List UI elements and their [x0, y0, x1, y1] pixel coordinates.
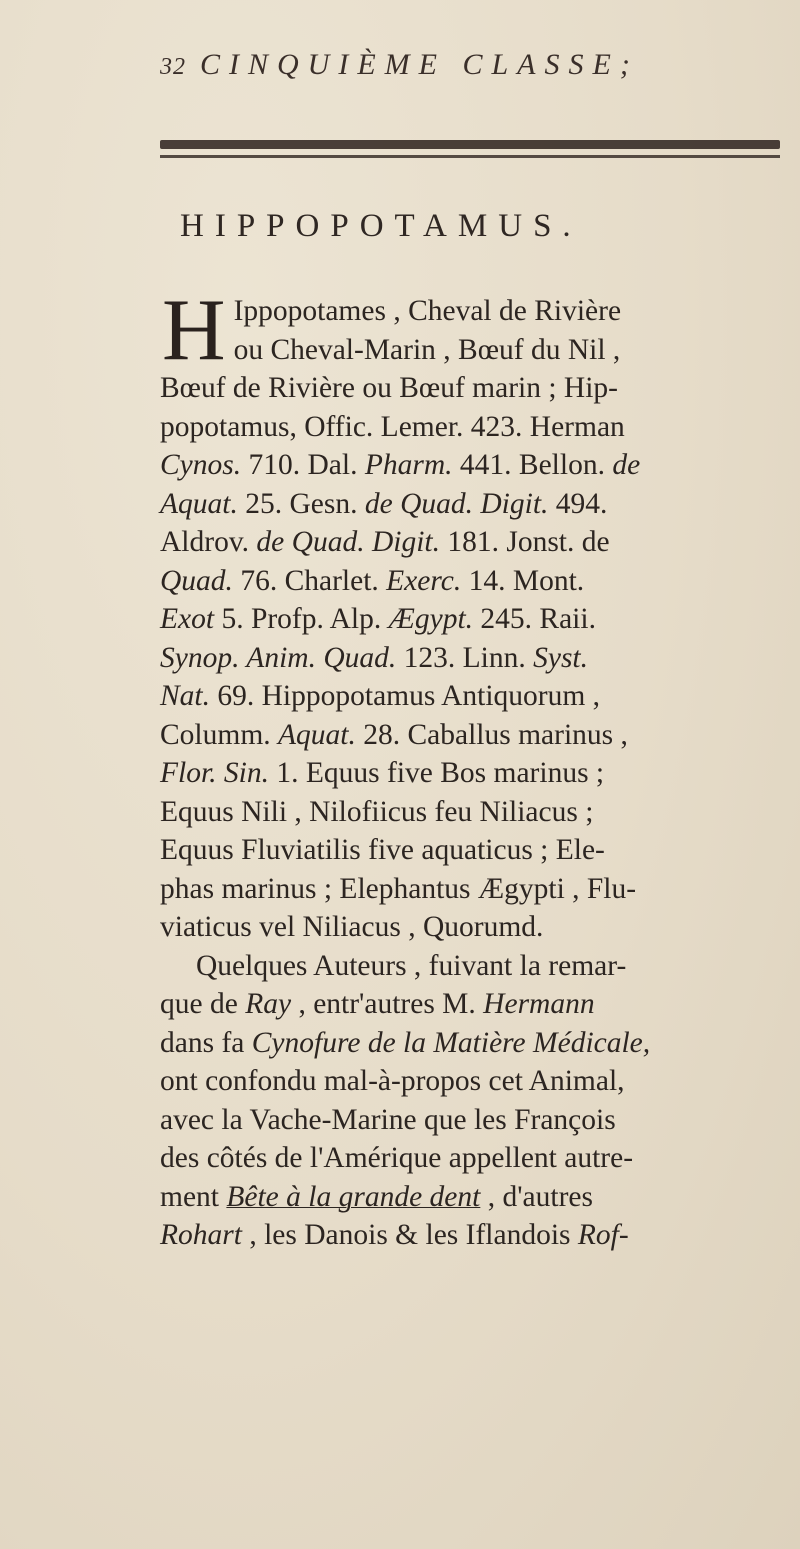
text-line: viaticus vel Niliacus , Quorumd.	[160, 911, 544, 943]
text-line	[160, 562, 800, 601]
text-run: , les Danois & les Iflandois	[241, 1219, 578, 1251]
text-line: Equus Fluviatilis five aquaticus ; Ele-	[160, 834, 605, 866]
text-run: 76. Charlet.	[232, 564, 387, 597]
citation-italic: Quad.	[160, 564, 233, 597]
text-line: avec la Vache-Marine que les François	[160, 1103, 616, 1136]
text-line	[160, 446, 800, 485]
citation-italic: Ægypt.	[388, 603, 474, 635]
text-line: ou Cheval-Marin , Bœuf du Nil ,	[233, 333, 621, 366]
ornamental-rule-thin	[160, 155, 780, 158]
citation-italic: Aquat.	[160, 487, 238, 520]
text-line	[160, 523, 800, 562]
ornamental-rule-thick	[160, 140, 780, 149]
text-run: ment	[160, 1180, 227, 1213]
text-line	[160, 639, 800, 678]
text-run: Aldrov.	[160, 526, 257, 558]
vernacular-name: Bête à la grande dent	[226, 1180, 481, 1213]
text-line: ont confondu mal-à-propos cet Animal,	[160, 1065, 625, 1097]
text-line: phas marinus ; Elephantus Ægypti , Flu-	[160, 872, 637, 905]
text-line: popotamus, Offic. Lemer. 423. Herman	[160, 410, 625, 443]
citation-italic: Aquat.	[278, 718, 356, 751]
text-line	[160, 716, 800, 755]
text-line: Ippopotames , Cheval de Rivière	[233, 295, 622, 327]
citation-italic: Flor. Sin.	[160, 757, 269, 789]
text-line: Bœuf de Rivière ou Bœuf marin ; Hip-	[160, 372, 618, 404]
text-run: , entr'autres M.	[291, 988, 484, 1020]
text-run: 494.	[548, 487, 608, 520]
text-run: 5. Profp. Alp.	[214, 603, 389, 635]
work-title: Cynofure de la Matière Médicale,	[251, 1026, 651, 1059]
text-run: 1. Equus five Bos marinus ;	[269, 757, 605, 789]
page-number: 32	[160, 54, 186, 80]
text-run: Columm.	[160, 718, 279, 751]
body-text	[160, 282, 800, 1255]
citation-italic: Exerc.	[386, 564, 462, 597]
citation-italic: Cynos.	[160, 449, 242, 481]
text-line	[160, 754, 800, 793]
vernacular-name: Rohart	[160, 1219, 242, 1251]
citation-italic: Pharm.	[364, 449, 453, 481]
text-run: 28. Caballus marinus ,	[355, 718, 628, 751]
drop-cap: H	[162, 282, 226, 379]
text-line: Equus Nili , Nilofiicus feu Niliacus ;	[160, 795, 594, 828]
running-head	[160, 48, 800, 96]
author-name: Ray	[245, 988, 292, 1020]
text-line	[160, 1024, 800, 1063]
text-run: 710. Dal.	[241, 449, 365, 481]
text-run: 14. Mont.	[461, 564, 585, 597]
running-title: CINQUIÈME CLASSE;	[200, 48, 639, 81]
text-line	[160, 485, 800, 524]
text-line	[160, 600, 800, 639]
paragraph-first-line: Quelques Auteurs , fuivant la remar-	[196, 949, 627, 982]
citation-italic: de Quad. Digit.	[256, 526, 440, 558]
text-line	[160, 677, 800, 716]
citation-italic: de	[612, 449, 641, 481]
author-name: Hermann	[483, 988, 595, 1020]
text-line	[160, 1178, 800, 1217]
citation-italic: Synop. Anim. Quad.	[160, 641, 397, 674]
citation-italic: Syst.	[533, 641, 589, 674]
citation-italic: Nat.	[160, 680, 210, 712]
citation-italic: de Quad. Digit.	[364, 487, 549, 520]
text-line	[160, 985, 800, 1024]
text-run: , d'autres	[480, 1180, 593, 1213]
citation-italic: Exot	[160, 603, 215, 635]
text-line: des côtés de l'Amérique appellent autre-	[160, 1142, 634, 1174]
text-run: 181. Jonst. de	[439, 526, 610, 558]
vernacular-name: Rof-	[577, 1219, 629, 1251]
text-line	[160, 1216, 800, 1255]
text-run: 245. Raii.	[473, 603, 596, 635]
text-run: dans fa	[160, 1026, 252, 1059]
text-run: 123. Linn.	[396, 641, 534, 674]
text-run: que de	[160, 988, 246, 1020]
text-run: 441. Bellon.	[452, 449, 613, 481]
text-run: 69. Hippopotamus Antiquorum ,	[210, 680, 601, 712]
text-run: 25. Gesn.	[237, 487, 365, 520]
section-title: HIPPOPOTAMUS.	[180, 208, 582, 244]
